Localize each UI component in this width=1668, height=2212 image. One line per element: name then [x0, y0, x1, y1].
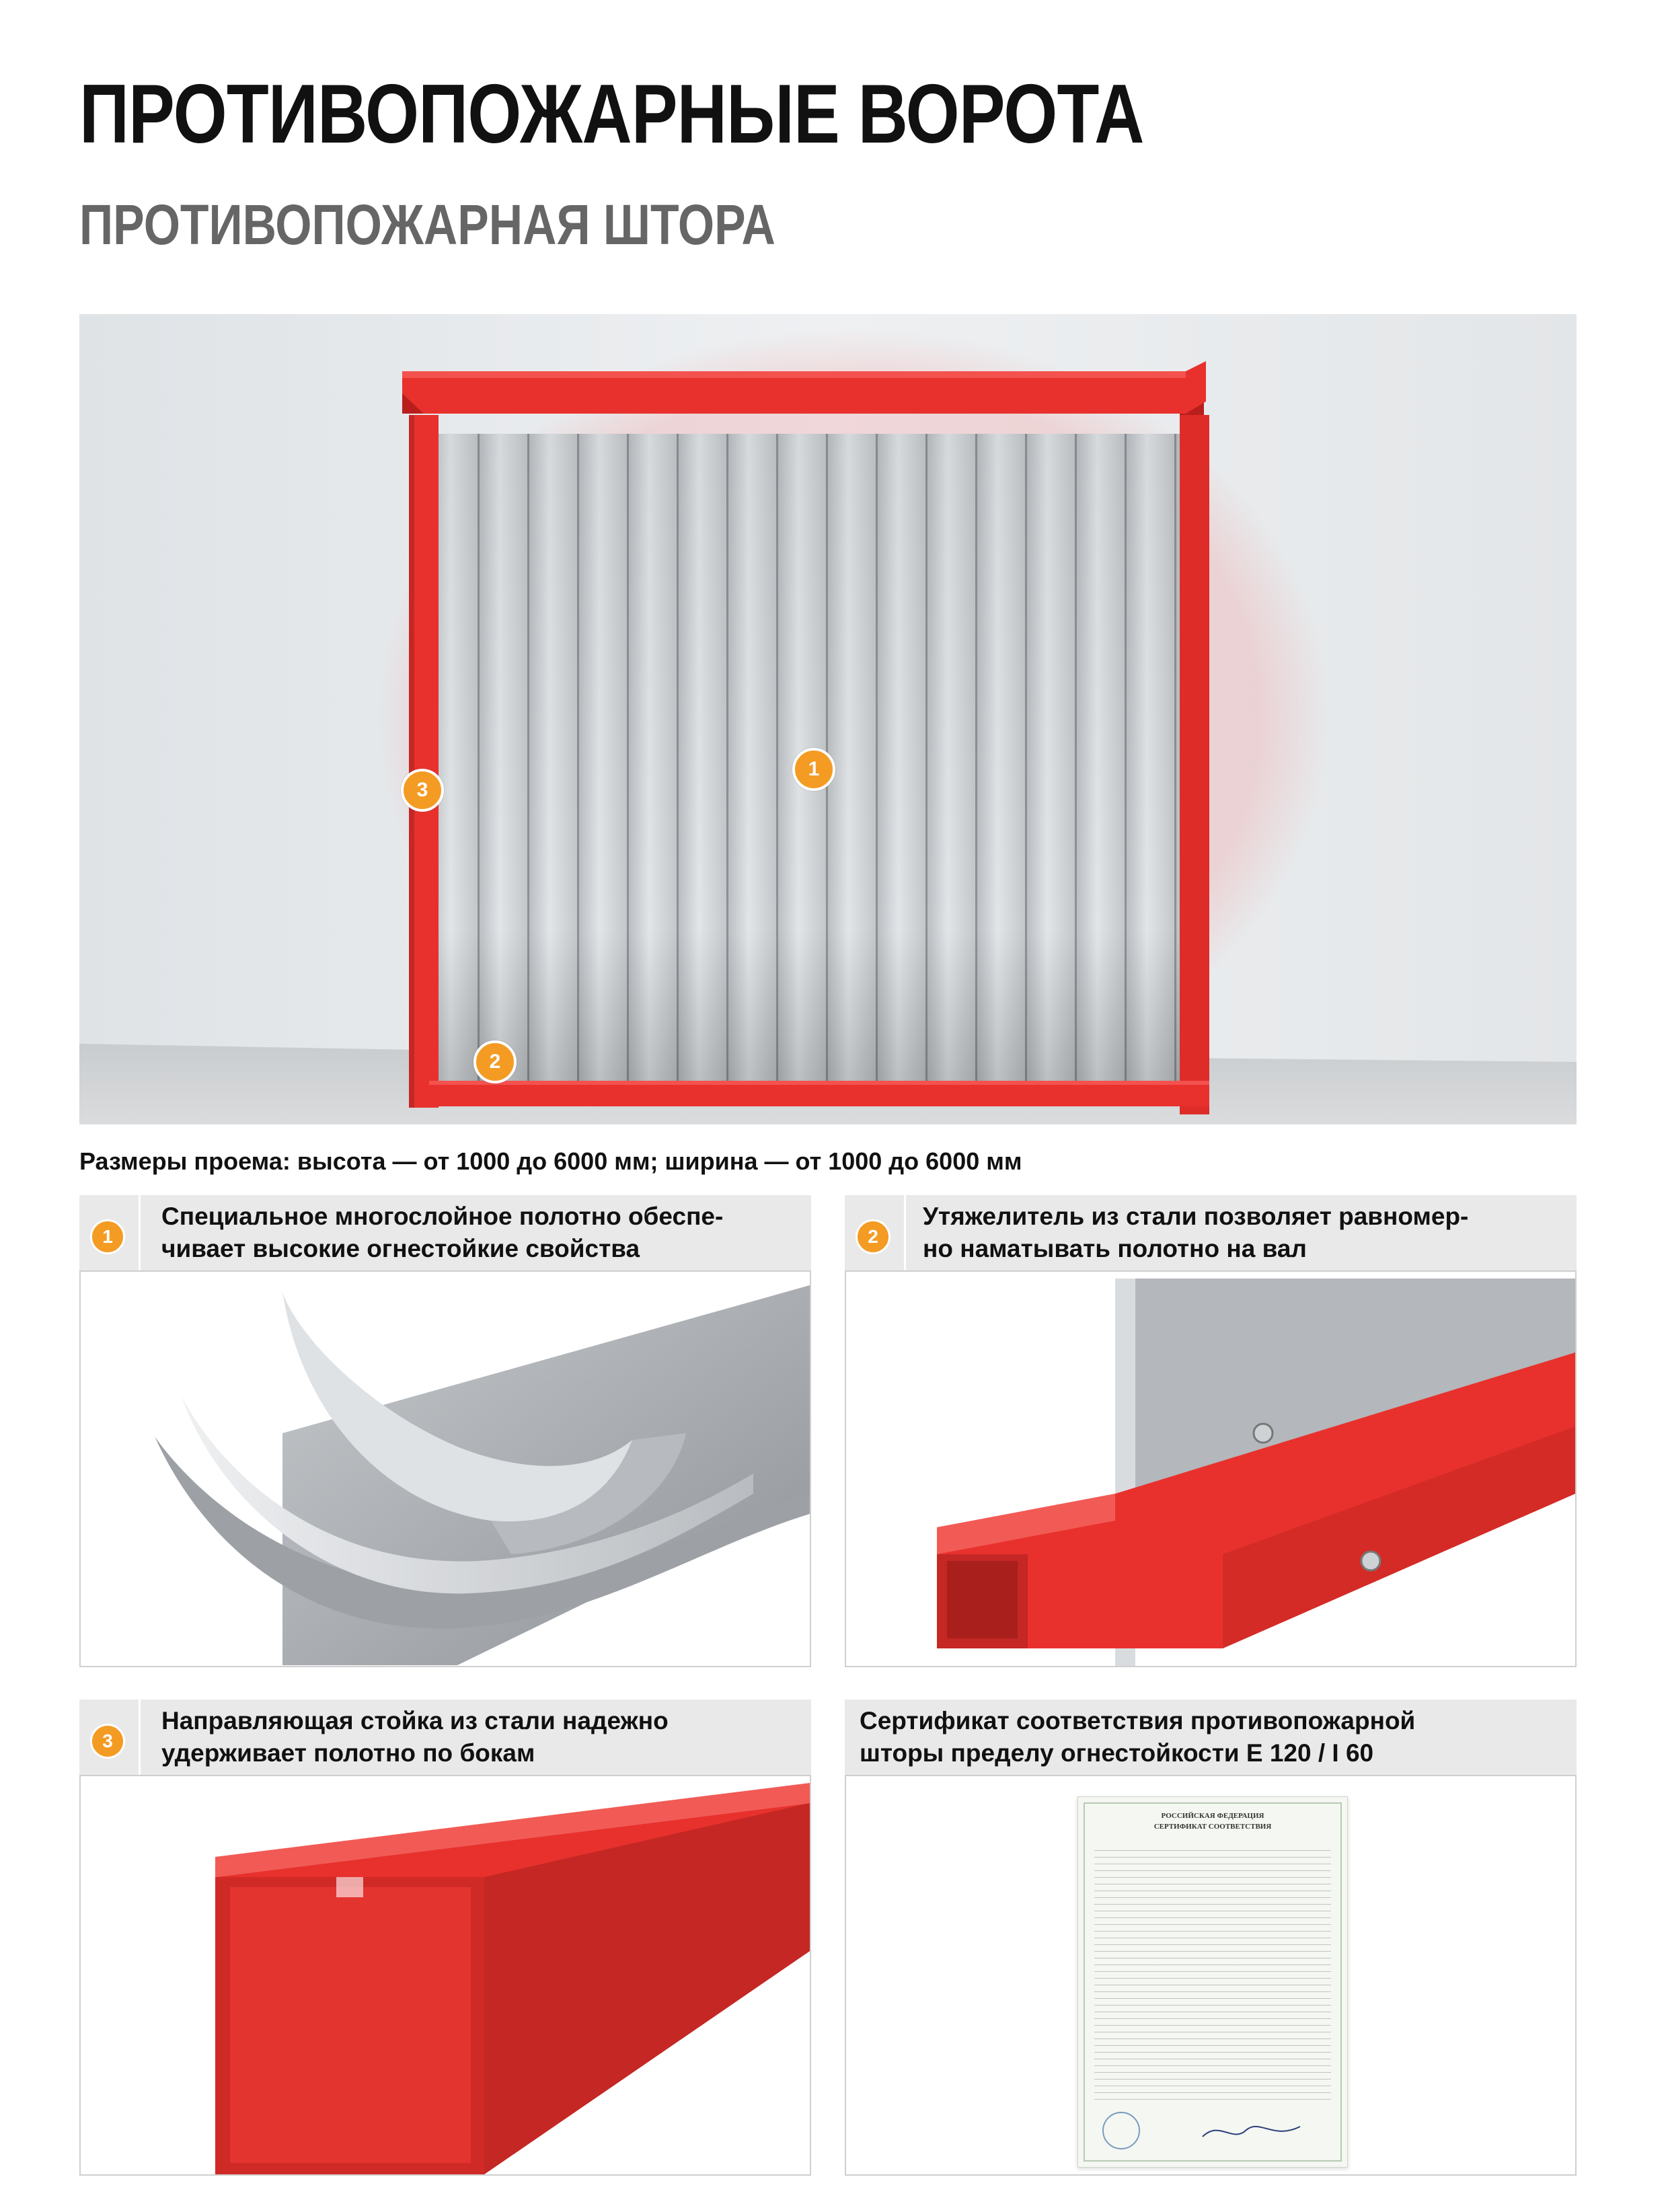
steel-weight-bar-illustration — [846, 1272, 1575, 1666]
feature-2-line2: но наматывать полотно на вал — [923, 1235, 1307, 1262]
page-title: ПРОТИВОПОЖАРНЫЕ ВОРОТА — [79, 68, 1144, 161]
feature-1-image — [79, 1270, 811, 1667]
marker-3: 3 — [401, 769, 444, 812]
feature-1-header — [79, 1195, 811, 1270]
feature-3-line2: удерживает полотно по бокам — [161, 1739, 535, 1767]
marker-1: 1 — [792, 748, 835, 791]
dimensions-caption: Размеры проема: высота — от 1000 до 6000 мм; ширина — от 1000 до 6000 мм — [79, 1147, 1022, 1175]
gate-drawing — [79, 314, 1577, 1124]
certificate-signature — [1199, 2113, 1307, 2147]
certificate-header — [845, 1700, 1577, 1775]
feature-1-number: 1 — [90, 1219, 125, 1254]
feature-2-number: 2 — [856, 1219, 890, 1254]
feature-1-divider — [139, 1195, 141, 1270]
feature-2-divider — [904, 1195, 906, 1270]
feature-1-line1: Специальное многослойное полотно обеспе- — [161, 1203, 724, 1230]
feature-3-line1: Направляющая стойка из стали надежно — [161, 1707, 669, 1734]
certificate-heading: СЕРТИФИКАТ СООТВЕТСТВИЯ — [1153, 1823, 1272, 1831]
certificate-line2: шторы пределу огнестойкости Е 120 / I 60 — [860, 1739, 1374, 1767]
hero-gate-illustration — [79, 314, 1577, 1124]
certificate-country: РОССИЙСКАЯ ФЕДЕРАЦИЯ — [1161, 1812, 1264, 1820]
feature-3-number: 3 — [90, 1724, 125, 1759]
feature-1-text — [161, 1200, 723, 1265]
feature-2-image — [845, 1270, 1577, 1667]
certificate-image — [845, 1775, 1577, 2176]
feature-3-text — [161, 1705, 669, 1769]
steel-guide-post-illustration — [81, 1776, 810, 2174]
feature-2-line1: Утяжелитель из стали позволяет равномер- — [923, 1203, 1469, 1230]
certificate-line1: Сертификат соответствия противопожарной — [860, 1707, 1416, 1734]
feature-3-header — [79, 1700, 811, 1775]
feature-3-divider — [139, 1700, 141, 1775]
page-subtitle: ПРОТИВОПОЖАРНАЯ ШТОРА — [79, 193, 775, 256]
feature-3-image — [79, 1775, 811, 2176]
marker-2: 2 — [473, 1040, 517, 1083]
feature-2-header — [845, 1195, 1577, 1270]
certificate-body-text — [1094, 1844, 1331, 2100]
layered-fabric-illustration — [81, 1272, 810, 1666]
certificate-seal — [1102, 2112, 1140, 2149]
feature-2-text — [923, 1200, 1468, 1265]
certificate-text — [860, 1705, 1415, 1769]
feature-1-line2: чивает высокие огнестойкие свойства — [161, 1235, 640, 1262]
certificate-document — [1077, 1796, 1348, 2168]
